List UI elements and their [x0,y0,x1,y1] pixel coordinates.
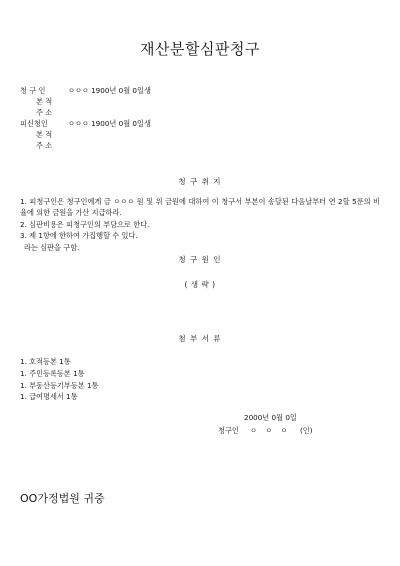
claimant-name-date: ㅇㅇㅇ 1900년 0월 0일생 [68,86,151,95]
signature-seal: (인) [300,426,313,435]
claim-purpose-item-3: 3. 제 1항에 한하여 가집행할 수 있다. [20,231,138,240]
attachment-item-2: 1. 주민등록등본 1통 [20,369,85,378]
claimant-address-label: 주 소 [36,108,53,117]
claim-purpose-heading: 청 구 취 지 [178,177,222,186]
respondent-name-date: ㅇㅇㅇ 1900년 0월 0일생 [68,119,151,128]
signature-claimant-label: 청구인 [218,426,239,435]
respondent-domicile-label: 본 적 [36,130,53,139]
attachment-item-4: 1. 급여명세서 1통 [20,392,78,401]
document-title: 재산분할심판청구 [140,40,260,58]
claimant-label: 청 구 인 [20,86,46,95]
claimant-domicile-label: 본 적 [36,97,53,106]
claim-purpose-closing: 라는 심판을 구함. [24,243,80,252]
claim-purpose-item-2: 2. 심판비용은 피청구인의 부담으로 한다. [20,220,150,229]
signature-claimant-name: ㅇ ㅇ ㅇ [250,426,291,435]
attachment-item-3: 1. 부동산등기부등본 1통 [20,381,99,390]
claim-cause-body: ( 생 략 ) [184,280,216,289]
attachment-item-1: 1. 호적등본 1통 [20,357,71,366]
respondent-address-label: 주 소 [36,141,53,150]
attachments-heading: 첨 부 서 류 [178,334,222,343]
respondent-label: 피신청인 [20,119,48,128]
claim-cause-heading: 청 구 원 인 [178,255,222,264]
signature-date: 2000년 0월 0일 [244,413,297,422]
court-addressee: OO가정법원 귀중 [20,492,105,505]
claim-purpose-item-1: 1. 피청구인은 청구인에게 금 ㅇㅇㅇ 원 및 위 금원에 대하여 이 청구서 부본이 송달된 다음날부터 연 2할 5푼의 비율에 의한 금원을 가산 지급하라. [20,197,380,217]
